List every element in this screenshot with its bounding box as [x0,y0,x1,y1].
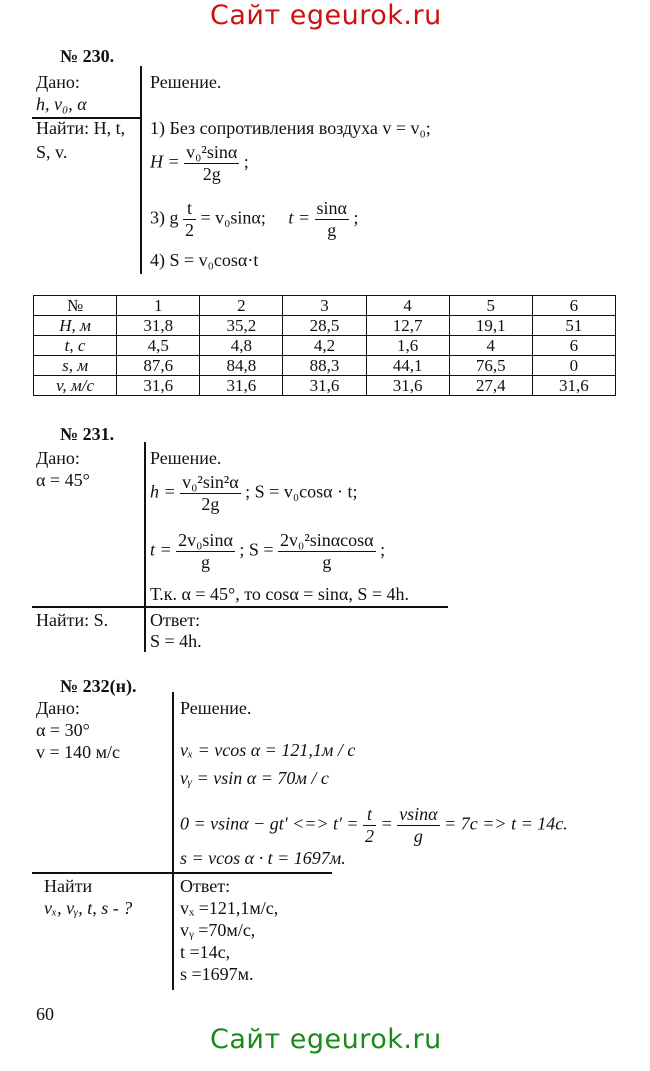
answer-label-232: Ответ: [180,876,231,896]
answer-label-231: Ответ: [150,610,201,630]
formula-t-fraction [315,198,349,241]
formula-t231-num: 2v₀sinα [178,530,233,550]
step3-num: t [183,198,196,220]
step3-prefix: 3) g [150,207,179,228]
given-label-232: Дано: [36,698,80,718]
time-eq-fraction2 [397,804,439,847]
formula-H-num: v₀²sinα [186,142,238,162]
step3-230 [150,198,358,241]
formula-s2-num: 2v₀²sinαcosα [280,530,374,550]
table-cell: 4,8 [200,336,283,356]
table-cell: 31,8 [117,316,200,336]
given-v-232: v = 140 м/с [36,742,121,762]
solution-label-230: Решение. [150,72,222,92]
answer-t: t =14с, [180,942,231,962]
table-row [34,336,616,356]
find-231: Найти: S. [36,610,109,630]
solution-label-232: Решение. [180,698,252,718]
site-footer: Сайт egeurok.ru [210,1024,442,1055]
table-cell: 27,4 [449,376,532,396]
formula-H-fraction [184,142,239,185]
page-number: 60 [36,1004,54,1024]
divider-231 [32,606,448,608]
distance-equation: s = vcos α · t = 1697м. [180,848,346,868]
table-row-header: v, м/с [34,376,117,396]
table-cell: 51 [532,316,615,336]
formula-t231-fraction [176,530,235,573]
formula-h231-num: v₀²sin²α [182,472,239,492]
vertical-rule-230 [140,66,142,274]
table-cell: 1,6 [366,336,449,356]
table-header-cell: 3 [283,296,366,316]
vx-equation: vₓ = vcos α = 121,1м / с [180,740,356,760]
table-cell: 0 [532,356,615,376]
formula-t-231 [150,530,385,573]
formula-s2-den: g [322,552,332,572]
given-value-231: α = 45° [36,470,90,490]
table-header-cell: 4 [366,296,449,316]
table-row-header: H, м [34,316,117,336]
problem-232-title: № 232(н). [60,676,137,696]
formula-s2-fraction [278,530,376,573]
formula-H-lhs: H = [150,151,180,172]
table-header-cell: 6 [532,296,615,316]
table-cell: 31,6 [283,376,366,396]
table-cell: 35,2 [200,316,283,336]
formula-S-231: ; S = v₀cosα · t; [245,481,358,502]
time-eq-f2-den: g [413,826,423,846]
find-230-line2: S, v. [36,142,68,162]
time-equation [180,804,568,847]
formula-H [150,142,249,185]
table-cell: 6 [532,336,615,356]
answer-vy: vᵧ =70м/с, [180,920,256,940]
vy-equation: vᵧ = vsin α = 70м / с [180,768,329,788]
find-label-232: Найти [44,876,93,896]
formula-t-semicolon: ; [353,207,359,228]
given-alpha-232: α = 30° [36,720,90,740]
table-cell: 4,2 [283,336,366,356]
table-row [34,316,616,336]
given-label-230: Дано: [36,72,80,92]
table-cell: 28,5 [283,316,366,336]
table-cell: 76,5 [449,356,532,376]
table-row-header: s, м [34,356,117,376]
time-eq-f2-num: vsinα [399,804,438,824]
step1-230: 1) Без сопротивления воздуха v = v₀; [150,118,431,138]
time-eq-suffix: = 7с => t = 14с. [444,813,568,834]
table-cell: 84,8 [200,356,283,376]
time-eq-prefix: 0 = vsinα − gt' <=> t' = [180,813,359,834]
formula-h231-den: 2g [201,494,220,514]
table-cell: 44,1 [366,356,449,376]
formula-s2-lhs: ; S = [239,539,274,560]
table-cell: 31,6 [117,376,200,396]
step4-230: 4) S = v₀cosα·t [150,250,259,270]
formula-h231-fraction [180,472,241,515]
formula-H-semicolon: ; [243,151,249,172]
answer-vx: vₓ =121,1м/с, [180,898,279,918]
answer-s: s =1697м. [180,964,254,984]
problem-231-title: № 231. [60,424,115,444]
answer-231: S = 4h. [150,631,202,651]
site-header: Сайт egeurok.ru [210,0,442,31]
table-cell: 87,6 [117,356,200,376]
table-header-row [34,296,616,316]
find-230-line1: Найти: H, t, [36,118,126,138]
table-cell: 4,5 [117,336,200,356]
table-row-header: t, с [34,336,117,356]
formula-h-231 [150,472,358,515]
formula-t-den: g [327,220,337,240]
formula-t-lhs: t = [288,207,311,228]
formula-H-den: 2g [202,164,221,184]
find-values-232: vₓ, vᵧ, t, s - ? [44,898,133,918]
table-cell: 12,7 [366,316,449,336]
given-label-231: Дано: [36,448,80,468]
step3-den: 2 [185,220,194,240]
formula-t231-lhs: t = [150,539,172,560]
formula-s2-semicolon: ; [380,539,386,560]
divider-232 [32,872,332,874]
table-header-cell: 1 [117,296,200,316]
time-eq-equals: = [380,813,393,834]
formula-t-num: sinα [316,198,347,218]
table-cell: 4 [449,336,532,356]
table-cell: 31,6 [532,376,615,396]
table-header-cell: № [34,296,117,316]
time-eq-f1-den: 2 [365,826,375,846]
step3-fraction [183,198,196,241]
table-header-cell: 5 [449,296,532,316]
table-header-cell: 2 [200,296,283,316]
table-cell: 31,6 [366,376,449,396]
solution-label-231: Решение. [150,448,222,468]
formula-h231-lhs: h = [150,481,176,502]
table-cell: 31,6 [200,376,283,396]
table-row [34,376,616,396]
formula-t231-den: g [201,552,211,572]
table-row [34,356,616,376]
time-eq-f1-num: t [363,804,376,826]
vertical-rule-231 [144,442,146,652]
conclusion-231: Т.к. α = 45°, то cosα = sinα, S = 4h. [150,584,410,604]
given-values-230: h, v₀, α [36,94,87,114]
step3-mid: = v₀sinα; [200,207,266,228]
results-table [33,295,616,396]
time-eq-fraction1 [363,804,376,847]
table-cell: 88,3 [283,356,366,376]
problem-230-title: № 230. [60,46,115,66]
vertical-rule-232 [172,692,174,990]
table-cell: 19,1 [449,316,532,336]
